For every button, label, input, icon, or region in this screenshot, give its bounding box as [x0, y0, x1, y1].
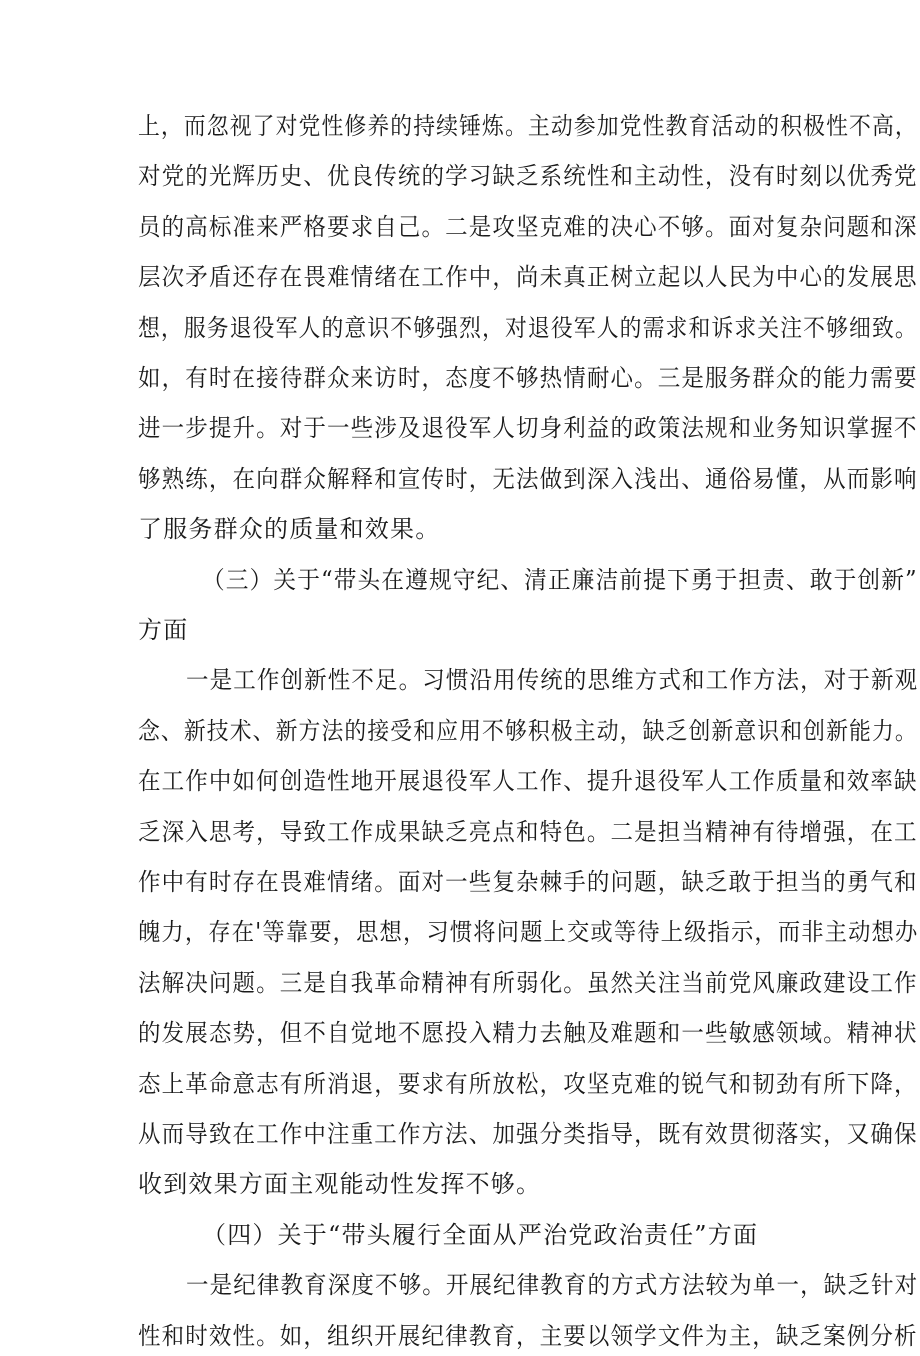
text-line: 的发展态势，但不自觉地不愿投入精力去触及难题和一些敏感领域。精神状	[138, 1019, 918, 1047]
text-line: 上，而忽视了对党性修养的持续锤炼。主动参加党性教育活动的积极性不高，	[138, 112, 918, 140]
text-line: 收到效果方面主观能动性发挥不够。	[138, 1170, 542, 1198]
text-line: 进一步提升。对于一些涉及退役军人切身利益的政策法规和业务知识掌握不	[138, 414, 918, 442]
text-line: 魄力，存在'等靠要，思想，习惯将问题上交或等待上级指示，而非主动想办	[138, 918, 919, 946]
text-line: 如，有时在接待群众来访时，态度不够热情耐心。三是服务群众的能力需要	[138, 364, 918, 392]
text-line: 够熟练，在向群众解释和宣传时，无法做到深入浅出、通俗易懂，从而影响	[138, 465, 918, 493]
text-line: 员的高标准来严格要求自己。二是攻坚克难的决心不够。面对复杂问题和深	[138, 213, 918, 241]
paragraph-start: 一是纪律教育深度不够。开展纪律教育的方式方法较为单一，缺乏针对	[186, 1271, 919, 1299]
text-line: 法解决问题。三是自我革命精神有所弱化。虽然关注当前党风廉政建设工作	[138, 969, 918, 997]
text-line: 乏深入思考，导致工作成果缺乏亮点和特色。二是担当精神有待增强，在工	[138, 818, 918, 846]
text-line: 对党的光辉历史、优良传统的学习缺乏系统性和主动性，没有时刻以优秀党	[138, 162, 918, 190]
text-line: 层次矛盾还存在畏难情绪在工作中，尚未真正树立起以人民为中心的发展思	[138, 263, 918, 291]
text-line: 在工作中如何创造性地开展退役军人工作、提升退役军人工作质量和效率缺	[138, 767, 918, 795]
text-line: 性和时效性。如，组织开展纪律教育，主要以领学文件为主，缺乏案例分析	[138, 1322, 918, 1350]
section-heading-cont: 方面	[138, 616, 189, 644]
section-heading: （四）关于“带头履行全面从严治党政治责任”方面	[202, 1221, 759, 1249]
text-line: 念、新技术、新方法的接受和应用不够积极主动，缺乏创新意识和创新能力。	[138, 717, 918, 745]
section-heading: （三）关于“带头在遵规守纪、清正廉洁前提下勇于担责、敢于创新”	[202, 566, 918, 594]
text-line: 态上革命意志有所消退，要求有所放松，攻坚克难的锐气和韧劲有所下降，	[138, 1070, 918, 1098]
text-line: 想，服务退役军人的意识不够强烈，对退役军人的需求和诉求关注不够细致。	[138, 314, 918, 342]
text-line: 了服务群众的质量和效果。	[138, 515, 441, 543]
paragraph-start: 一是工作创新性不足。习惯沿用传统的思维方式和工作方法，对于新观	[186, 666, 919, 694]
text-line: 作中有时存在畏难情绪。面对一些复杂棘手的问题，缺乏敢于担当的勇气和	[138, 868, 918, 896]
text-line: 从而导致在工作中注重工作方法、加强分类指导，既有效贯彻落实，又确保	[138, 1120, 918, 1148]
